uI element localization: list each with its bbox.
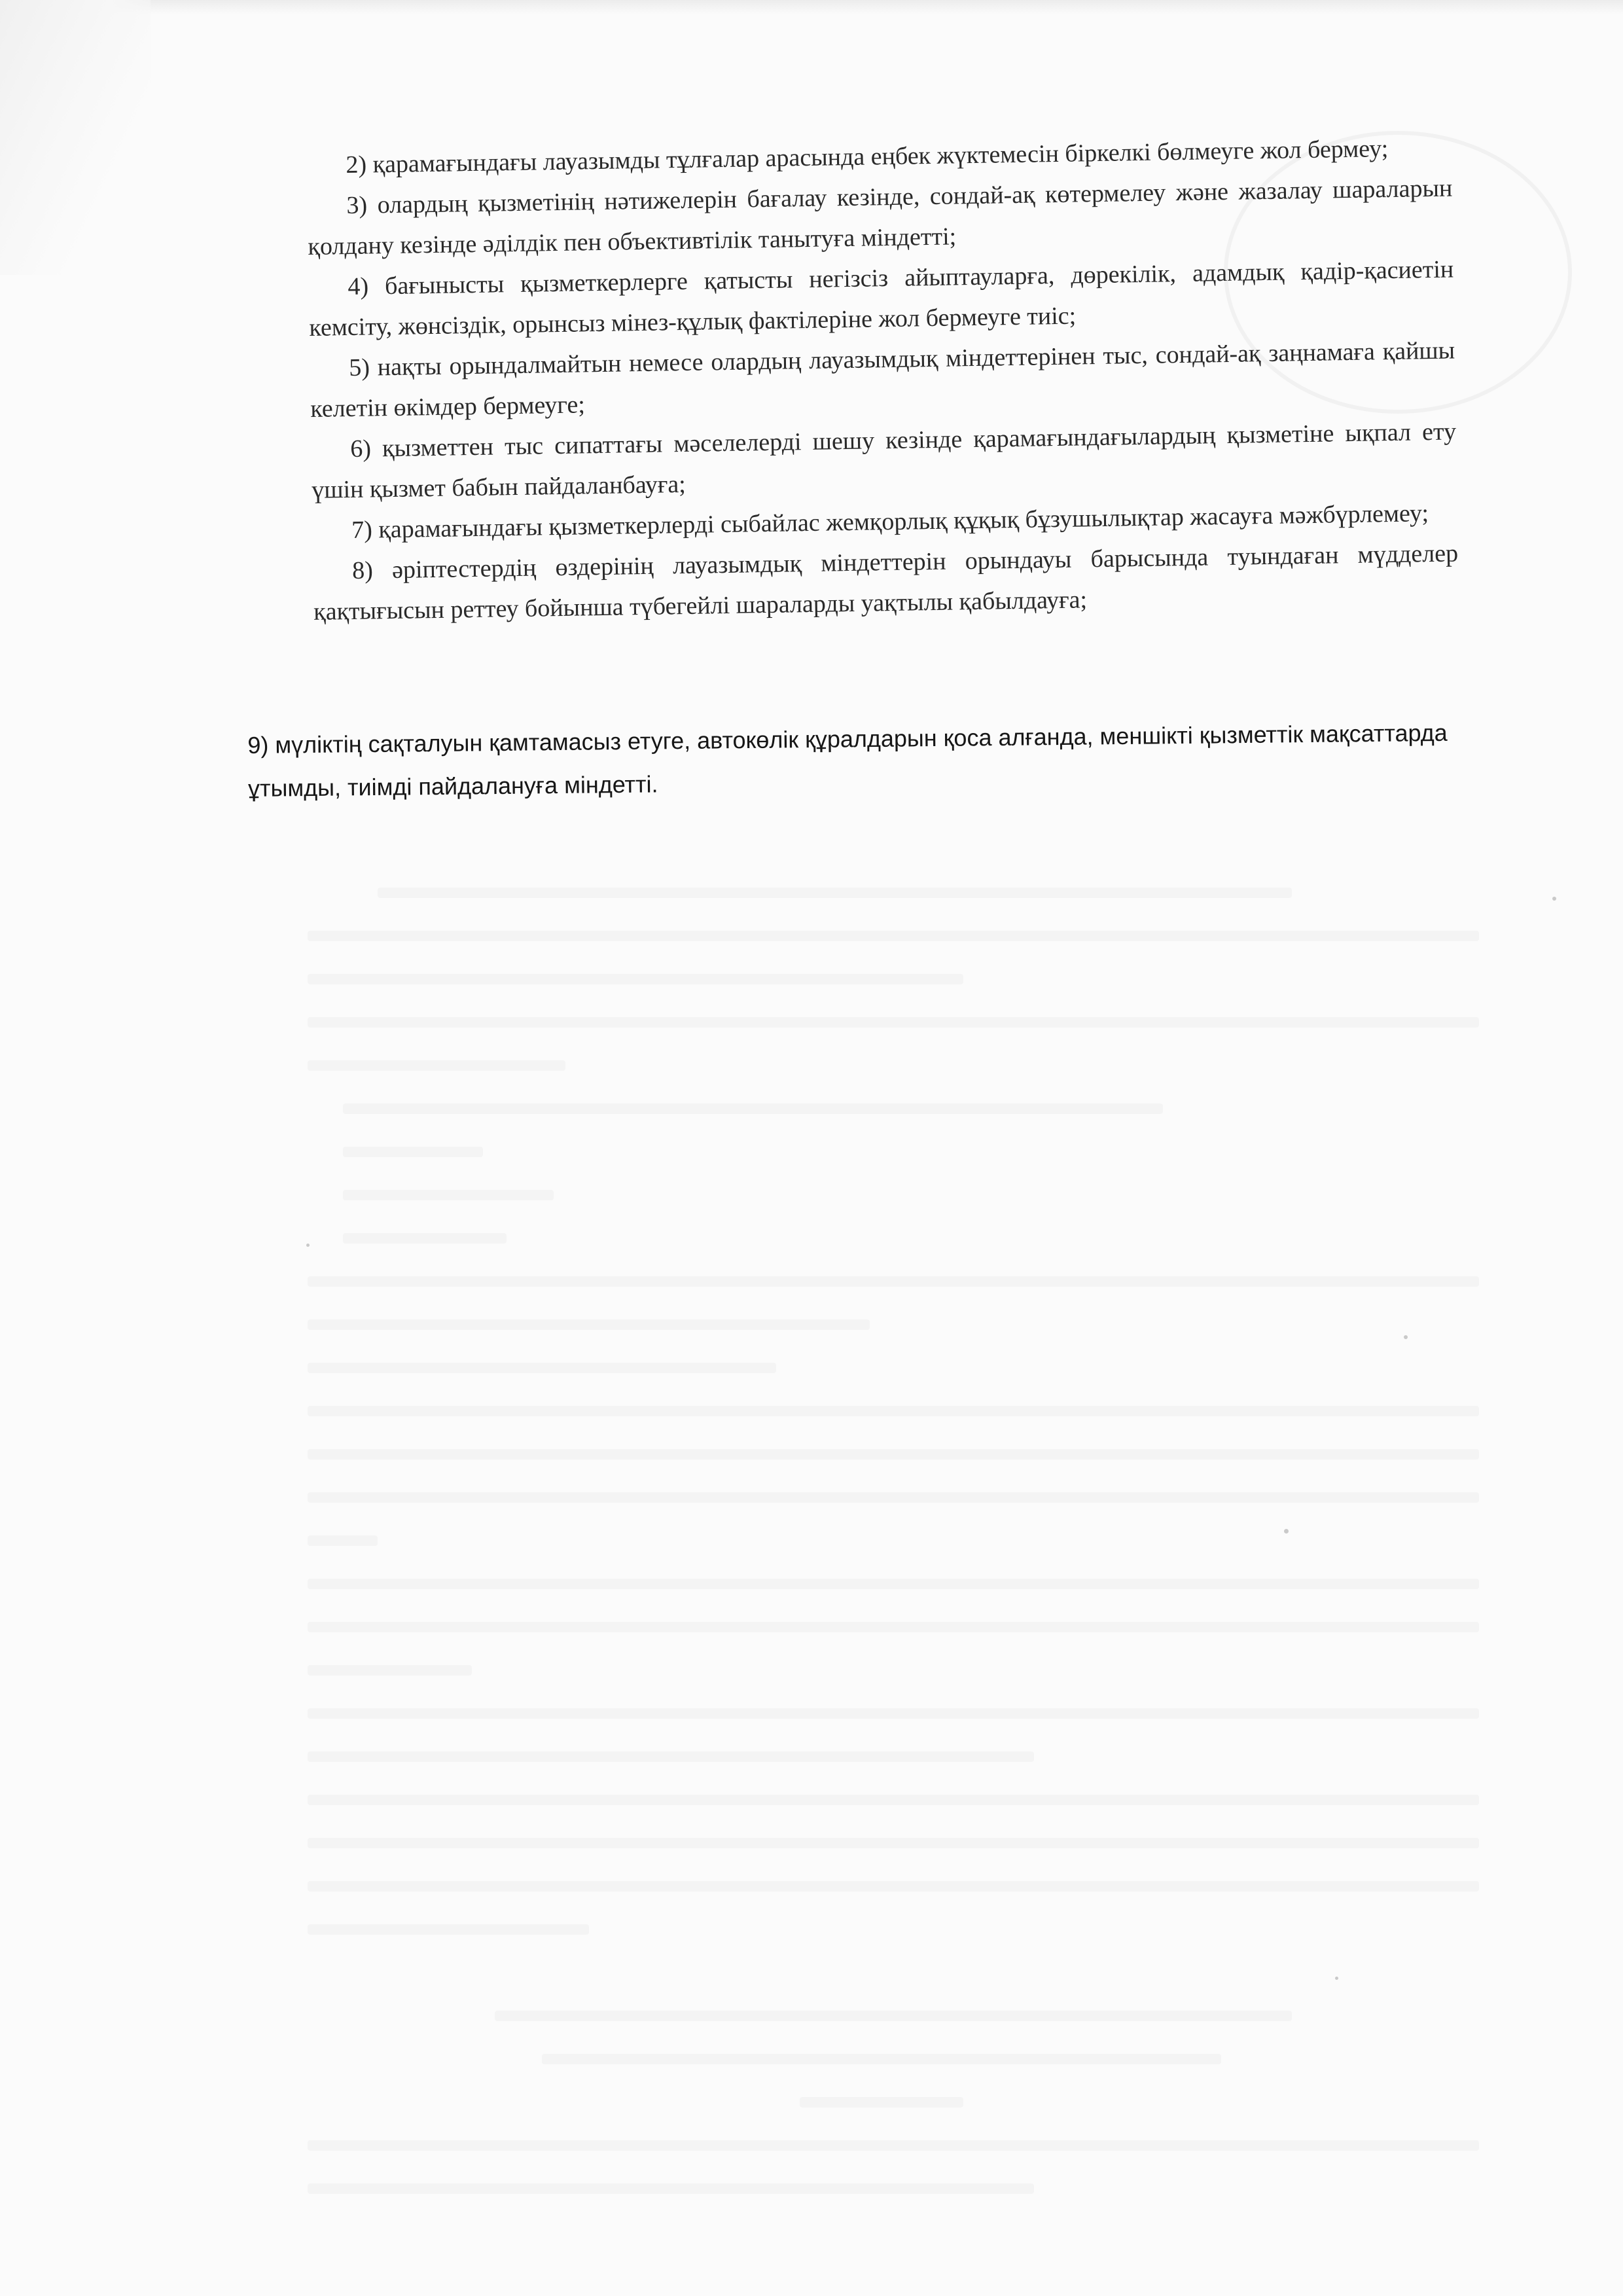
- scan-corner-shadow: [0, 0, 151, 275]
- scan-speck: [1335, 1977, 1338, 1980]
- list-item-3: 3) олардың қызметінің нәтижелерін бағалау кезінде, сондай-ақ көтермелеу және жазалау шараларын қолдану кезінде әділдік пен объективтілік танытуға міндетті;: [308, 174, 1453, 260]
- scan-edge-shadow: [0, 0, 1623, 14]
- list-item-2: 2) қарамағындағы лауазымды тұлғалар арасында еңбек жүктемесін біркелкі бөлмеуге жол бермеу;: [346, 135, 1389, 179]
- list-item-4: 4) бағынысты қызметкерлерге қатысты негізсіз айыптауларға, дөрекілік, адамдық қадір-қасиетін кемсіту, жөнсіздік, орынсыз мінез-құлық фактілеріне жол бермеуге тиіс;: [309, 255, 1454, 342]
- bleed-through-area: [308, 870, 1479, 2210]
- scan-speck: [1284, 1529, 1289, 1534]
- list-items-block: [306, 128, 1459, 632]
- list-item-7: 7) қарамағындағы қызметкерлерді сыбайлас жемқорлық құқық бұзушылықтар жасауға мәжбүрлемеу;: [351, 499, 1429, 544]
- scan-speck: [306, 1244, 310, 1247]
- scan-speck: [1552, 897, 1556, 901]
- list-item-5: 5) нақты орындалмайтын немесе олардың лауазымдық міндеттерінен тыс, сондай-ақ заңнамаға қайшы келетін өкімдер бермеуге;: [310, 336, 1455, 423]
- list-item-6: 6) қызметтен тыс сипаттағы мәселелерді шешу кезінде қарамағындағылардың қызметіне ықпал ету үшін қызмет бабын пайдаланбауға;: [311, 418, 1457, 504]
- scan-speck: [1404, 1335, 1408, 1339]
- list-item-9: 9) мүліктің сақталуын қамтамасыз етуге, автокөлік құралдарын қоса алғанда, меншікті қызметтік мақсаттарда ұтымды, тиімді пайдалануға міндетті.: [247, 719, 1448, 802]
- list-item-8: 8) әріптестердің өздерінің лауазымдық міндеттерін орындауы барысында туындаған мүдделер қақтығысын реттеу бойынша түбегейлі шараларды уақтылы қабылдауға;: [313, 539, 1459, 626]
